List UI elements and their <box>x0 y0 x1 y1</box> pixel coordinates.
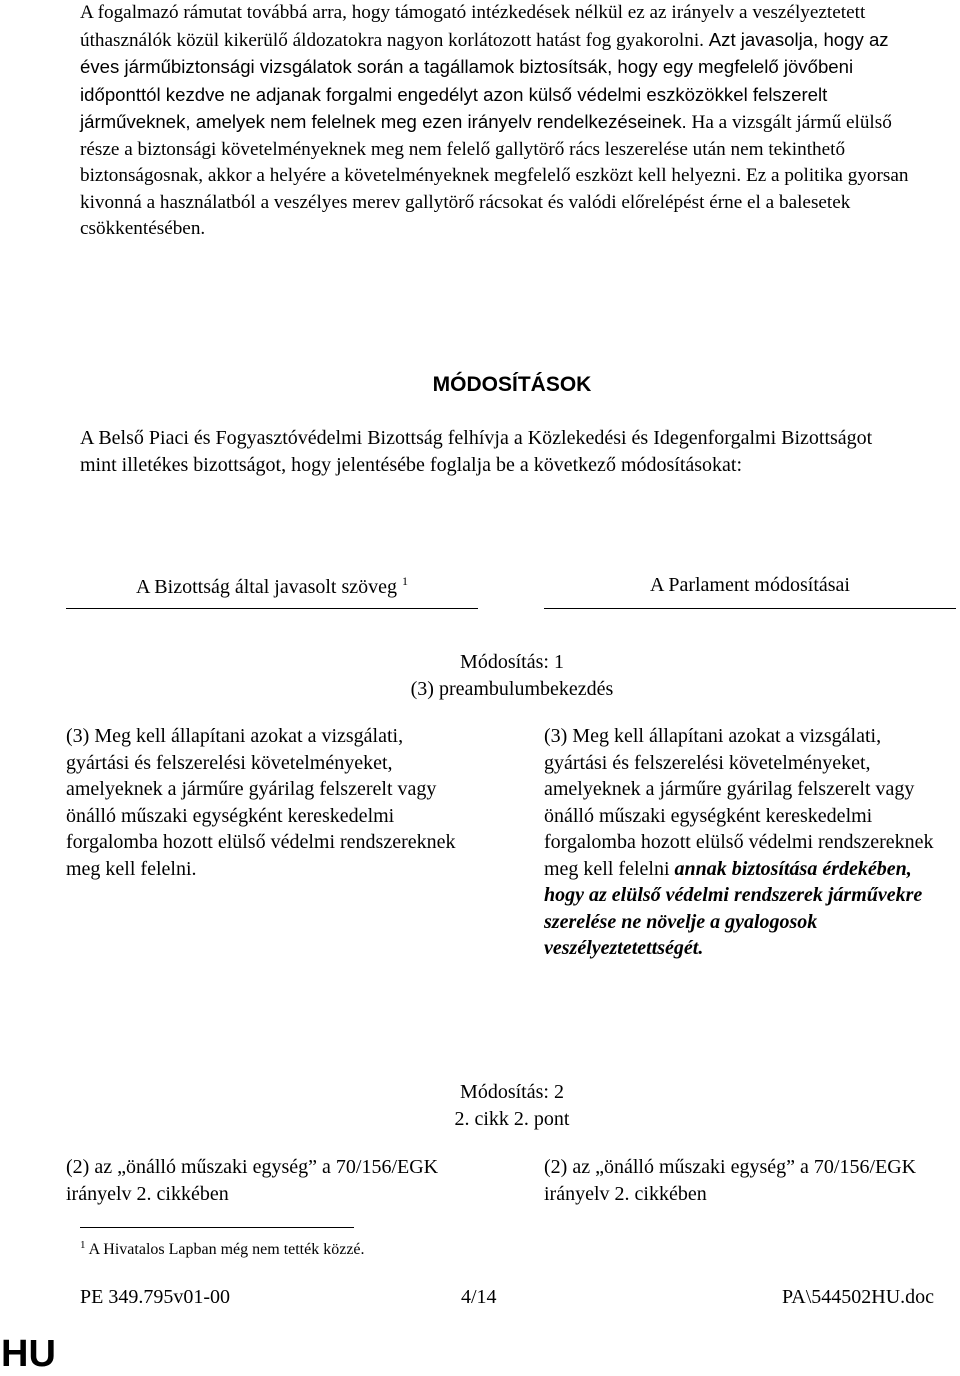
intro-sentence-3: Ha a vizsgált jármű elülső része a biztonsági követelményeknek meg nem felelő gallytörő rács leszerelése után nem tekinthető biztonságosnak, akkor a helyére a követelményeknek megfelelő eszközt kell helyezni. <box>80 112 892 186</box>
footer-document-name: PA\544502HU.doc <box>782 1286 935 1308</box>
amendment-2-commission-text: (2) az „önálló műszaki egység” a 70/156/EGK irányelv 2. cikkében <box>66 1156 439 1205</box>
amendment-2-heading <box>0 1079 960 1132</box>
committee-paragraph: A Belső Piaci és Fogyasztóvédelmi Bizottság felhívja a Közlekedési és Idegenforgalmi Bizottságot mint illetékes bizottságot, hogy jelentésébe foglalja be a következő módosításokat: <box>80 427 873 476</box>
amendment-2-parliament-text: (2) az „önálló műszaki egység” a 70/156/EGK irányelv 2. cikkében <box>544 1156 917 1205</box>
footnote <box>80 1239 365 1259</box>
amendment-1-parliament-base: (3) Meg kell állapítani azokat a vizsgálati, gyártási és felszerelési követelményeket, amelyeknek a járműre gyárilag felszerelt vagy önálló műszaki egységként kereskedelmi forgalomba hozott elülső védelmi rendszereknek meg kell felelni <box>544 725 934 880</box>
amendment-1-subtitle: (3) preambulumbekezdés <box>410 677 614 700</box>
column-header-commission-label: A Bizottság által javasolt szöveg <box>135 576 398 598</box>
amendment-1-commission-text: (3) Meg kell állapítani azokat a vizsgálati, gyártási és felszerelési követelményeket, amelyeknek a járműre gyárilag felszerelt vagy önálló műszaki egységként kereskedelmi forgalomba hozott elülső védelmi rendszereknek meg kell felelni. <box>66 725 456 880</box>
amendments-heading: MÓDOSÍTÁSOK <box>432 373 592 396</box>
intro-sentence-4: Ez a politika gyorsan kivonná a használatból a veszélyes merev gallytörő rácsokat és valódi előrelépést érne el a balesetek csökkentésében. <box>80 165 909 239</box>
footnote-separator <box>80 1227 354 1228</box>
amendment-1-title: Módosítás: 1 <box>460 651 564 673</box>
footnote-reference: 1 <box>402 574 409 588</box>
amendment-1-parliament-added: annak biztosítása érdekében, hogy az elülső védelmi rendszerek járművekre szerelése ne növelje a gyalogosok veszélyeztetettségét. <box>544 857 923 959</box>
language-code: HU <box>1 1333 56 1375</box>
amendment-1-heading <box>0 649 960 702</box>
amendment-2-title: Módosítás: 2 <box>460 1081 564 1103</box>
footer-page-number: 4/14 <box>461 1286 497 1308</box>
amendment-1-parliament-text <box>544 723 944 962</box>
footer-reference: PE 349.795v01-00 <box>80 1286 230 1308</box>
column-header-commission <box>66 574 478 599</box>
column-header-rule-right <box>544 608 956 609</box>
intro-sentence-1: A fogalmazó rámutat továbbá arra, hogy támogató intézkedések nélkül ez az irányelv a veszélyeztetett úthasználók közül kikerülő áldozatokra nagyon korlátozott hatást fog gyakorolni. <box>80 2 866 51</box>
footnote-number: 1 <box>80 1239 86 1251</box>
amendment-2-subtitle: 2. cikk 2. pont <box>454 1107 570 1130</box>
column-header-parliament: A Parlament módosításai <box>650 574 850 596</box>
intro-sentence-2: Azt javasolja, hogy az éves járműbiztonsági vizsgálatok során a tagállamok biztosítsák, hogy egy megfelelő jövőbeni időponttól kezdve ne adjanak forgalmi engedélyt azon külső védelmi eszközökkel felszerelt járműveknek, amelyek nem felelnek meg ezen irányelv rendelkezéseinek. <box>80 28 889 132</box>
column-header-rule-left <box>66 608 478 609</box>
footnote-text: A Hivatalos Lapban még nem tették közzé. <box>88 1241 365 1258</box>
intro-paragraph <box>80 0 910 243</box>
